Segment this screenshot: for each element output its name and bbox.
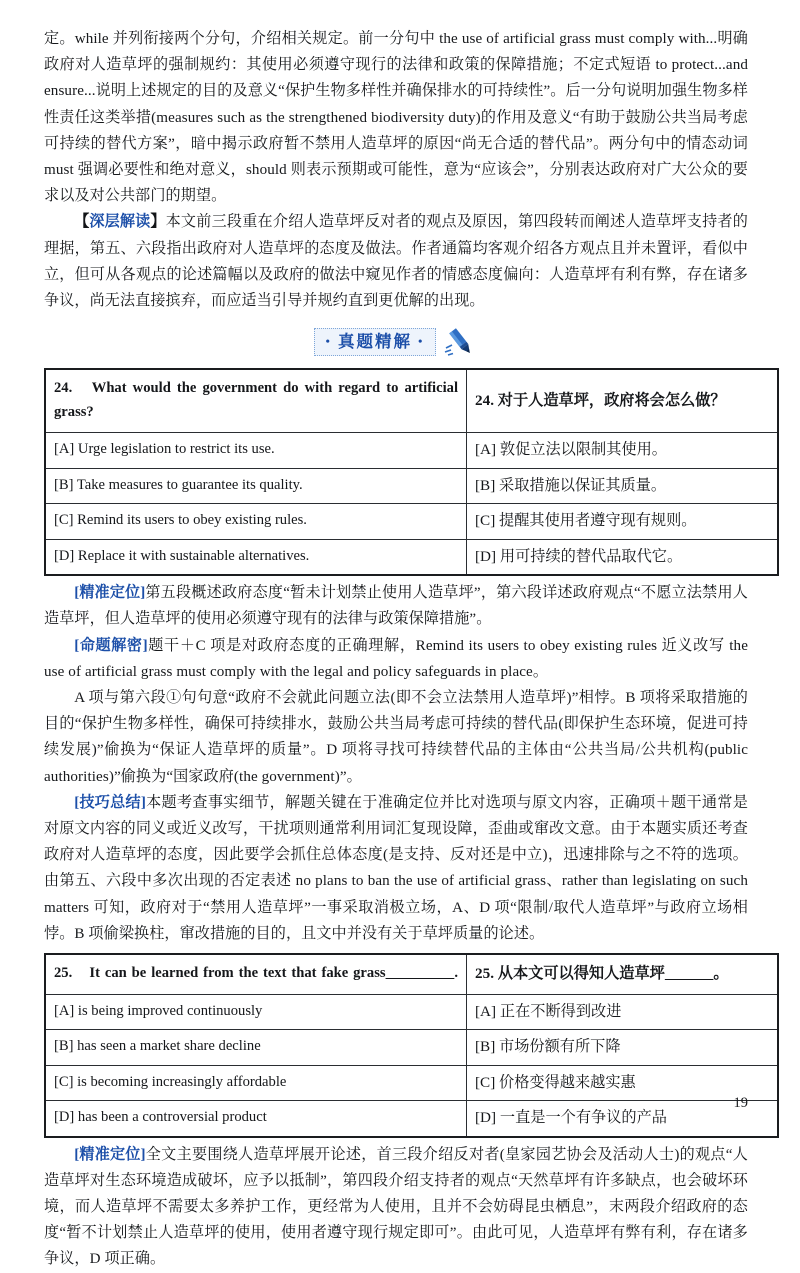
q24-skill-paragraph: [44, 790, 748, 947]
section-banner-row: [44, 325, 748, 359]
q25-stem-cn-blank: [665, 965, 714, 982]
page-number: 19: [733, 1095, 748, 1111]
q25-option-a-cn[interactable]: [467, 994, 779, 1030]
q25-option-a-text-cn: 正在不断得到改进: [499, 1002, 622, 1020]
q25-stem-cn-after: 。: [713, 965, 729, 983]
q24-option-a-text-en: Urge legislation to restrict its use.: [77, 441, 275, 458]
q25-option-c-key-cn: [C]: [475, 1073, 496, 1091]
deep-reading-label-text: 深层解读: [89, 214, 151, 231]
q25-option-d-key-cn: [D]: [475, 1109, 497, 1127]
table-row: [45, 504, 778, 540]
table-row: [45, 1101, 778, 1137]
q24-locate-paragraph: [44, 580, 748, 632]
q25-stem-en: [45, 954, 467, 994]
q24-option-b-cn[interactable]: [467, 468, 779, 504]
q25-option-c-cn[interactable]: [467, 1065, 779, 1101]
q24-option-d-text-cn: 用可持续的替代品取代它。: [499, 547, 683, 565]
q24-option-d-text-en: Replace it with sustainable alternatives.: [77, 547, 310, 564]
table-row: [45, 954, 778, 994]
q24-option-c-key-cn: [C]: [475, 512, 496, 530]
banner-title: 真题精解: [338, 332, 412, 352]
q24-option-c-text-cn: 提醒其使用者遵守现有规则。: [499, 512, 697, 530]
q24-option-c-cn[interactable]: [467, 504, 779, 540]
q25-option-d-en[interactable]: [45, 1101, 467, 1137]
q24-option-a-key-en: [A]: [54, 441, 75, 458]
banner-dot-left: •: [325, 334, 332, 349]
deep-reading-bracket-close: 】: [150, 214, 166, 231]
q24-option-b-text-en: Take measures to guarantee its quality.: [76, 476, 303, 493]
q25-option-b-en[interactable]: [45, 1030, 467, 1066]
q25-stem-en-blank: [386, 965, 455, 981]
question-24-table: [44, 368, 779, 576]
q25-option-c-text-en: is becoming increasingly affordable: [77, 1073, 287, 1090]
q25-option-a-key-en: [A]: [54, 1002, 75, 1019]
q24-option-b-key-en: [B]: [54, 476, 74, 493]
q24-distractor-paragraph: A 项与第六段①句句意“政府不会就此问题立法(即不会立法禁用人造草坪)”相悖。B 项将采取措施的目的“保护生物多样性，确保可持续排水，鼓励公共当局考虑可持续的替代品(即保护生态环境，促进可持续发展)”偷换为“保证人造草坪的质量”。D 项将寻找可持续替代品的主体由“公共当局/公共机构(public authorities)”偷换为“国家政府(the government)”。: [44, 690, 748, 785]
q25-option-d-text-cn: 一直是一个有争议的产品: [499, 1109, 667, 1127]
q25-stem-en-before: 25. It can be learned from the text that fake grass: [54, 965, 386, 982]
q24-option-d-key-cn: [D]: [475, 547, 497, 565]
q24-option-a-text-cn: 敦促立法以限制其使用。: [499, 441, 667, 459]
question-25-table: [44, 953, 779, 1138]
q25-option-b-key-cn: [B]: [475, 1038, 496, 1056]
q25-option-b-cn[interactable]: [467, 1030, 779, 1066]
q25-option-a-key-cn: [A]: [475, 1002, 497, 1020]
pen-icon: [444, 327, 478, 357]
deep-reading-label: [74, 214, 165, 230]
q24-option-c-text-en: Remind its users to obey existing rules.: [77, 512, 307, 529]
q25-locate-paragraph: [44, 1142, 748, 1273]
q24-option-c-en[interactable]: [45, 504, 467, 540]
q25-option-b-text-cn: 市场份额有所下降: [499, 1038, 621, 1056]
q24-option-d-cn[interactable]: [467, 539, 779, 575]
q25-option-a-en[interactable]: [45, 994, 467, 1030]
banner-dot-right: •: [418, 334, 425, 349]
q24-decode-paragraph: [44, 633, 748, 685]
q25-option-b-key-en: [B]: [54, 1038, 74, 1055]
q25-option-c-key-en: [C]: [54, 1073, 74, 1090]
q25-option-b-text-en: has seen a market share decline: [77, 1038, 261, 1055]
deep-reading-paragraph: [44, 209, 748, 314]
q24-option-d-key-en: [D]: [54, 547, 75, 564]
q24-option-a-key-cn: [A]: [475, 441, 497, 459]
q24-stem-en: 24. What would the government do with regard to artificial grass?: [45, 369, 467, 433]
q24-locate-body: 第五段概述政府态度“暂未计划禁止使用人造草坪”，第六段详述政府观点“不愿立法禁用人造草坪，但人造草坪的使用必须遵守现有的法律与政策保障措施”。: [44, 585, 748, 628]
deep-reading-body: 本文前三段重在介绍人造草坪反对者的观点及原因，第四段转而阐述人造草坪支持者的理据，第五、六段指出政府对人造草坪的态度及做法。作者通篇均客观介绍各方观点且并未置评，看似中立，但可从各观点的论述篇幅以及政府的做法中窥见作者的情感态度偏向：人造草坪有利有弊，存在诸多争议，尚无法直接摈弃，而应适当引导并规约直到更优解的出现。: [44, 214, 748, 310]
q24-option-c-key-en: [C]: [54, 512, 74, 529]
q24-skill-body: 本题考查事实细节，解题关键在于准确定位并比对选项与原文内容，正确项＋题干通常是对原文内容的同义或近义改写，干扰项则通常利用词汇复现设障，歪曲或窜改文意。由于本题实质还考查政府对人造草坪的态度，因此要学会抓住总体态度(是支持、反对还是中立)，迅速排除与之不符的选项。由第五、六段中多次出现的否定表述 no plans to ban the use of artificial grass、rather than legislating on such matters 可知，政府对于“禁用人造草坪”一事采取消极立场，A、D 项“限制/取代人造草坪”与政府立场相悖。B 项偷梁换柱，窜改措施的目的，且文中并没有关于草坪质量的论述。: [44, 794, 749, 942]
q24-option-b-en[interactable]: [45, 468, 467, 504]
top-analysis-paragraph: 定。while 并列衔接两个分句，介绍相关规定。前一分句中 the use of artificial grass must comply with...明确政府对人造草坪的强制规约：其使用必须遵守现行的法律和政策的保障措施；不定式短语 to protect...and ensure...说明上述规定的目的及意义“保护生物多样性并确保排水的可持续性”。后一分句说明加强生物多样性责任这类举措(measures such as the strengthened biodiversity duty)的作用及意义“有助于鼓励公共当局考虑可持续的替代方案”，暗中揭示政府暂不禁用人造草坪的原因“尚无合适的替代品”。两分句中的情态动词 must 强调必要性和绝对意义，should 则表示预期或可能性，意为“应该会”，分别表达政府对广大公众的要求以及对公共部门的期望。: [44, 31, 748, 205]
q24-option-a-en[interactable]: [45, 433, 467, 469]
q25-stem-en-after: .: [454, 965, 458, 982]
q25-locate-body: 全文主要围绕人造草坪展开论述，首三段介绍反对者(皇家园艺协会及活动人士)的观点“人造草坪对生态环境造成破坏，应予以抵制”，第四段介绍支持者的观点“天然草坪有许多缺点，也会破坏环境，而人造草坪不需要太多养护工作，更经常为人使用，且并不会妨碍昆虫栖息”，末两段介绍政府的态度“暂不计划禁止人造草坪的使用，使用者遵守现行规定即可”。由此可见，人造草坪有弊有利，存在诸多争议，D 项正确。: [44, 1146, 748, 1268]
q24-option-d-en[interactable]: [45, 539, 467, 575]
q25-option-d-text-en: has been a controversial product: [77, 1109, 267, 1126]
q24-decode-label: [命题解密]: [74, 637, 148, 654]
table-row: [45, 433, 778, 469]
q25-stem-cn-before: 25. 从本文可以得知人造草坪: [475, 965, 665, 983]
table-row: [45, 1065, 778, 1101]
q24-option-b-text-cn: 采取措施以保证其质量。: [499, 476, 667, 494]
q24-decode-body: 题干＋C 项是对政府态度的正确理解，Remind its users to obey existing rules 近义改写 the use of artificial grass must comply with the legal and policy safeguards in place。: [44, 637, 748, 680]
q24-locate-label: [精准定位]: [74, 585, 146, 602]
table-row: [45, 1030, 778, 1066]
q25-option-c-text-cn: 价格变得越来越实惠: [499, 1073, 636, 1091]
q25-locate-label: [精准定位]: [74, 1146, 146, 1163]
deep-reading-bracket-open: 【: [74, 214, 90, 231]
q25-option-a-text-en: is being improved continuously: [77, 1002, 263, 1019]
q24-skill-label: [技巧总结]: [74, 794, 146, 811]
table-row: [45, 994, 778, 1030]
q24-option-b-key-cn: [B]: [475, 476, 496, 494]
table-row: [45, 539, 778, 575]
q24-option-a-cn[interactable]: [467, 433, 779, 469]
q25-option-d-key-en: [D]: [54, 1109, 75, 1126]
q25-option-c-en[interactable]: [45, 1065, 467, 1101]
table-row: [45, 369, 778, 433]
table-row: [45, 468, 778, 504]
q25-stem-cn: [467, 954, 779, 994]
q25-option-d-cn[interactable]: [467, 1101, 779, 1137]
q24-stem-cn: 24. 对于人造草坪，政府将会怎么做？: [467, 369, 779, 433]
section-banner: [314, 328, 437, 356]
